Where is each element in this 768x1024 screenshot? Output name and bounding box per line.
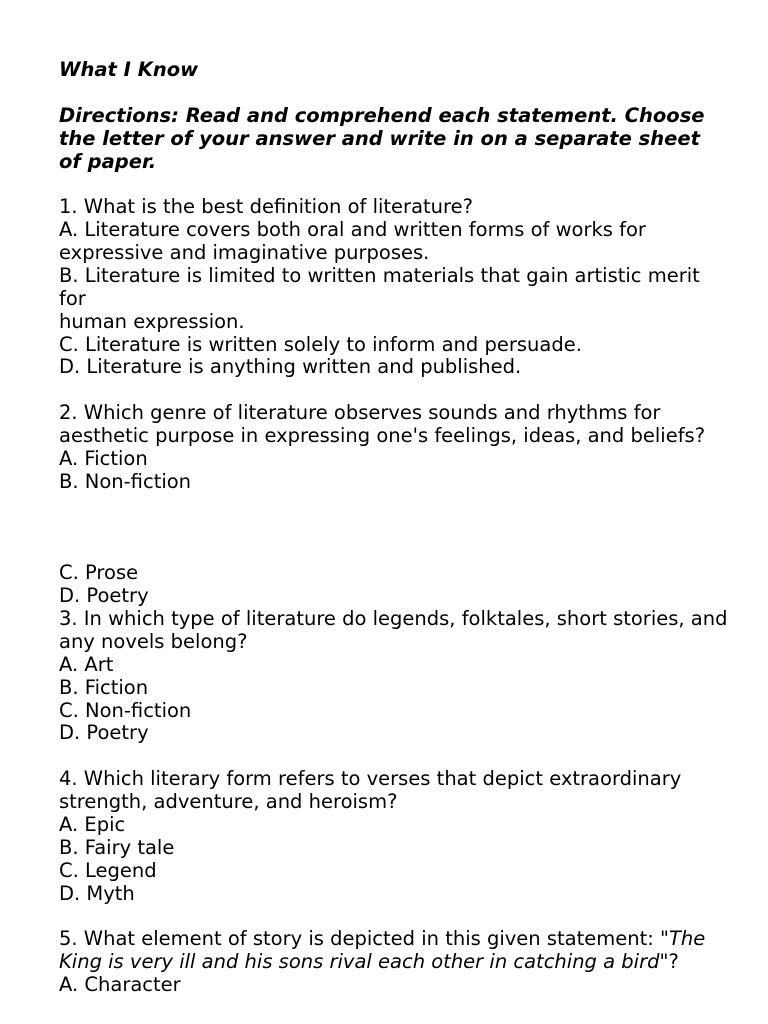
option-line: expressive and imaginative purposes. — [59, 241, 430, 264]
option-b: B. Non-fiction — [59, 469, 192, 493]
question-stem — [59, 928, 759, 951]
option-d: D. Poetry — [59, 584, 149, 608]
option-line: human expression. — [59, 309, 245, 333]
blank-line — [59, 379, 759, 402]
directions-line: of paper. — [59, 149, 157, 173]
option-b: B. Fairy tale — [59, 835, 175, 859]
question-2 — [59, 402, 759, 608]
option-b: B. Fiction — [59, 675, 149, 699]
blank-line — [59, 745, 759, 768]
document-content — [59, 59, 759, 997]
stem-prefix: 5. What element of story is depicted in this given statement: " — [59, 927, 669, 951]
question-stem: aesthetic purpose in expressing one's feelings, ideas, and beliefs? — [59, 424, 706, 447]
option-c: C. Legend — [59, 858, 157, 882]
blank-line — [59, 82, 759, 105]
option-a: A. Epic — [59, 812, 126, 836]
option-c: C. Prose — [59, 561, 139, 585]
question-1 — [59, 196, 759, 379]
quoted-statement: The — [669, 927, 706, 951]
question-stem: 1. What is the best definition of literature? — [59, 195, 473, 219]
question-4 — [59, 768, 759, 905]
option-d: D. Poetry — [59, 721, 149, 745]
blank-line — [59, 905, 759, 928]
directions — [59, 105, 759, 174]
question-stem: strength, adventure, and heroism? — [59, 790, 398, 813]
question-stem: any novels belong? — [59, 629, 248, 653]
question-stem: 3. In which type of literature do legends, folktales, short stories, and — [59, 607, 728, 630]
question-stem — [59, 951, 759, 974]
option-line: B. Literature is limited to written materials that gain artistic merit — [59, 263, 700, 287]
question-3 — [59, 608, 759, 745]
option-d: D. Literature is anything written and published. — [59, 355, 522, 379]
question-stem: 4. Which literary form refers to verses that depict extraordinary — [59, 767, 682, 791]
question-5 — [59, 928, 759, 997]
option-a — [59, 219, 759, 265]
option-line: for — [59, 286, 86, 310]
option-d: D. Myth — [59, 881, 135, 905]
stem-suffix: "? — [659, 950, 679, 974]
option-a: A. Fiction — [59, 446, 148, 470]
quoted-statement: King is very ill and his sons rival each other in catching a bird — [59, 950, 660, 974]
directions-line: the letter of your answer and write in on a separate sheet — [59, 126, 700, 150]
blank-line — [59, 173, 759, 196]
option-a: A. Art — [59, 652, 114, 676]
option-c: C. Non-fiction — [59, 698, 192, 722]
question-stem: 2. Which genre of literature observes sounds and rhythms for — [59, 401, 661, 425]
option-c: C. Literature is written solely to inform and persuade. — [59, 332, 582, 356]
page-gap — [59, 494, 759, 563]
option-a: A. Character — [59, 973, 181, 996]
section-heading: What I Know — [59, 58, 199, 81]
directions-line: Directions: Read and comprehend each statement. Choose — [59, 103, 705, 127]
option-line: A. Literature covers both oral and written forms of works for — [59, 218, 646, 242]
option-b — [59, 265, 759, 334]
